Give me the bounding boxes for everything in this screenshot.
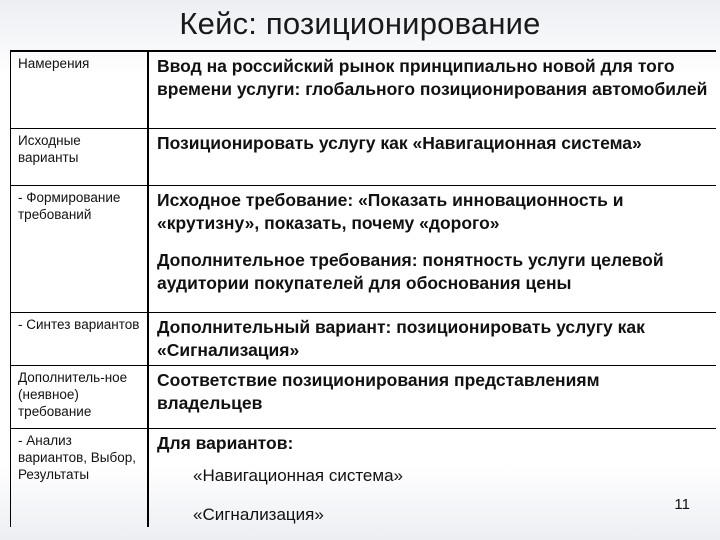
row-text: Для вариантов: [157, 433, 294, 453]
row-text: Исходное требование: «Показать инновационность и «крутизну», показать, почему «дорого» [157, 190, 624, 233]
row-content [149, 52, 716, 128]
row-label: Исходные варианты [11, 129, 149, 185]
table-row [11, 52, 716, 129]
row-label: - Синтез вариантов [11, 313, 149, 365]
row-content [149, 186, 716, 312]
row-text: Дополнительный вариант: позиционировать услугу как «Сигнализация» [157, 317, 645, 360]
case-table [10, 50, 716, 527]
row-label: - Анализ вариантов, Выбор, Результаты [11, 429, 149, 527]
row-label: - Формирование требований [11, 186, 149, 312]
row-text: Ввод на российский рынок принципиально новой для того времени услуги: глобального позиционирования автомобилей [157, 56, 708, 99]
row-content [149, 313, 716, 365]
row-content [149, 366, 716, 428]
option-alarm: «Сигнализация» [193, 505, 324, 524]
table-row [11, 129, 716, 186]
row-text: Позиционировать услугу как «Навигационная система» [157, 133, 642, 153]
row-text: Соответствие позиционирования представлениям владельцев [157, 370, 600, 413]
row-label: Намерения [11, 52, 149, 128]
table-row [11, 186, 716, 313]
page-number: 11 [674, 496, 690, 513]
table-row [11, 313, 716, 366]
row-content [149, 129, 716, 185]
table-row [11, 366, 716, 429]
slide-title: Кейс: позиционирование [179, 6, 541, 41]
option-navigation: «Навигационная система» [193, 466, 403, 485]
row-text: Дополнительное требования: понятность услуги целевой аудитории покупателей для обоснования цены [157, 250, 664, 293]
row-content [149, 429, 716, 527]
table-row [11, 429, 716, 527]
row-label: Дополнитель-ное (неявное) требование [11, 366, 149, 428]
